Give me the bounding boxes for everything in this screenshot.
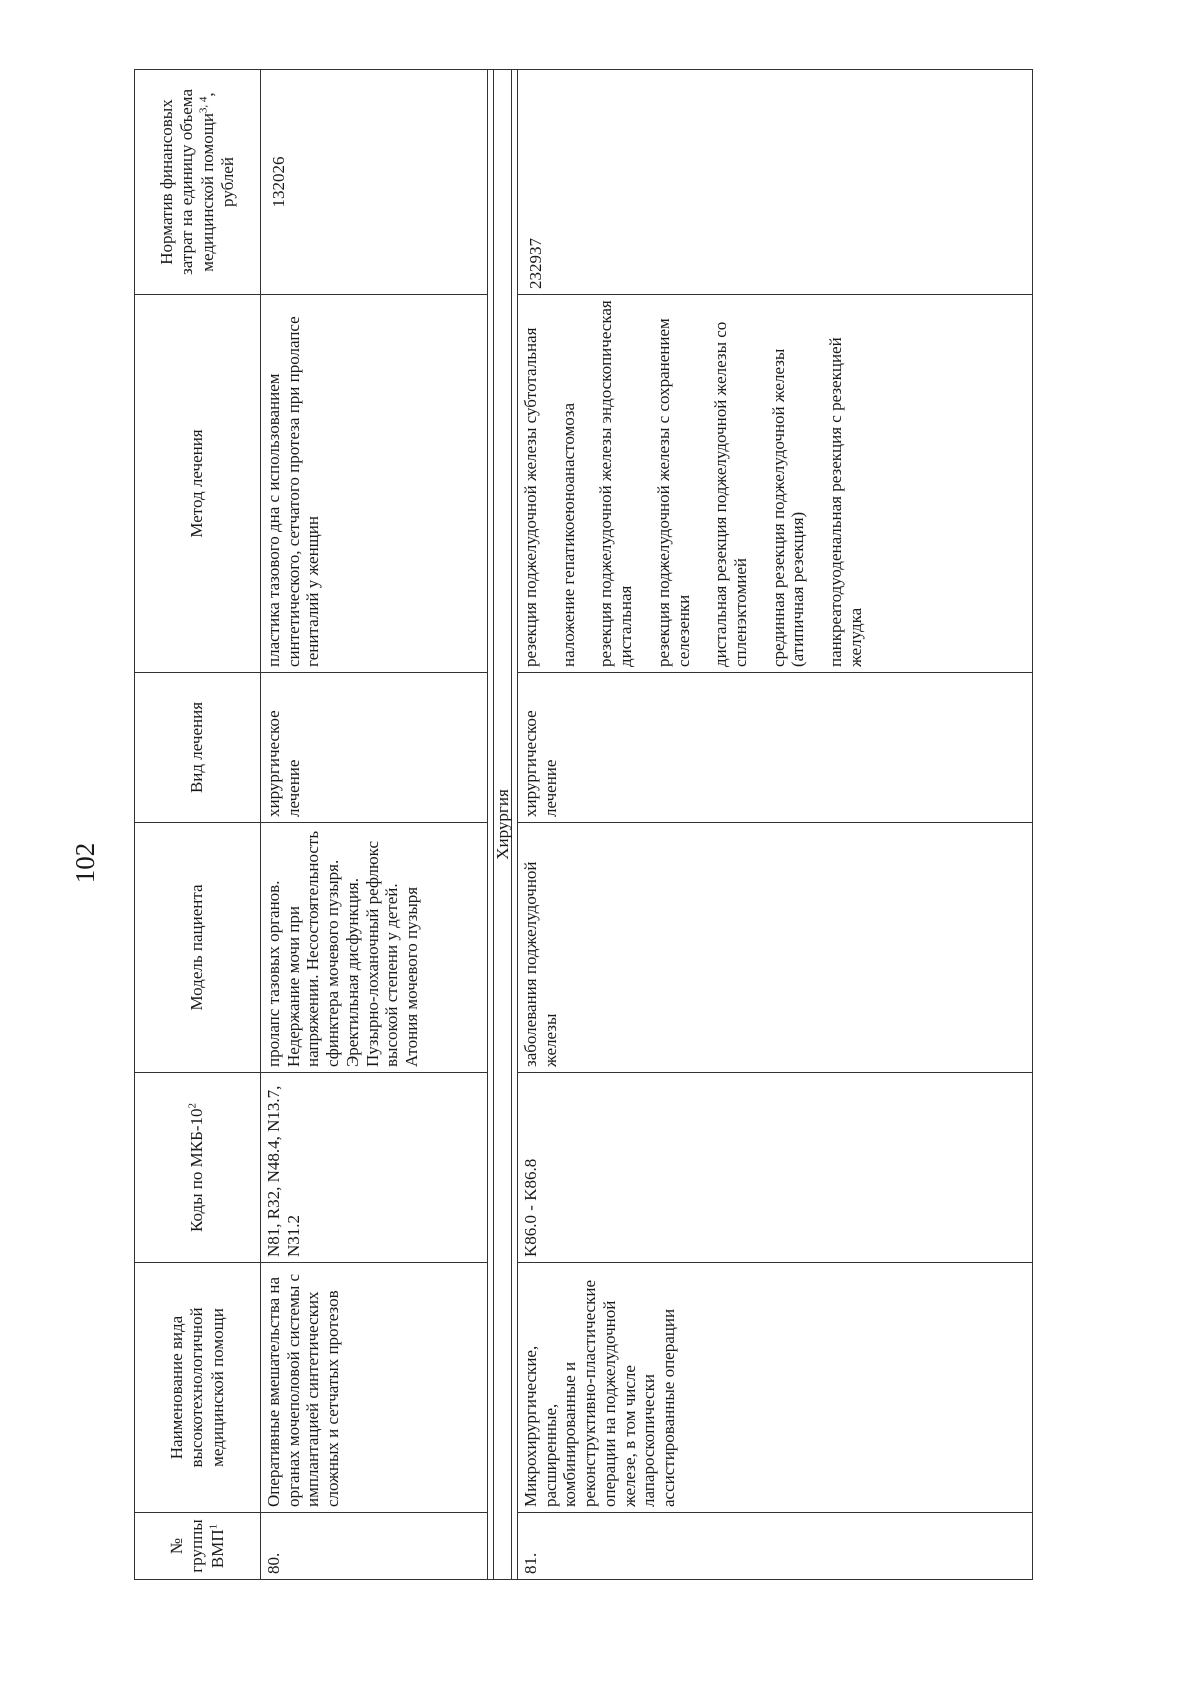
row-name: Микрохирургические, расширенные, комбинированные и реконструктивно-пластические операции на поджелудочной железе, в том числе лапароскопически ассистированные операции (518, 1263, 1033, 1513)
method-item: пластика тазового дна с использованием синтетического, сетчатого протеза при пролапсе гениталий у женщин (264, 316, 323, 667)
row-type: хирургическое лечение (261, 673, 488, 823)
header-cost: Норматив финансовых затрат на единицу объема медицинской помощи$^{3, 4}$, рублей (135, 70, 261, 295)
method-item: дистальная резекция поджелудочной железы со спленэктомией (711, 321, 751, 667)
row-num: 81. (518, 1513, 1033, 1580)
header-codes: Коды по МКБ-$10^2$ (135, 1073, 261, 1263)
header-type: Вид лечения (135, 673, 261, 823)
method-item: резекция поджелудочной железы с сохранением селезенки (653, 318, 693, 667)
header-num: № группы ВМП$^1$ (135, 1513, 261, 1580)
method-item: резекция поджелудочной железы субтотальная (521, 327, 540, 667)
header-name: Наименование вида высокотехнологичной медицинской помощи (135, 1263, 261, 1513)
row-cost: 132026 (261, 70, 488, 295)
row-codes: N81, R32, N48.4, N13.7, N31.2 (261, 1073, 488, 1263)
row-model: заболевания поджелудочной железы (518, 823, 1033, 1073)
header-method: Метод лечения (135, 295, 261, 673)
section-title: Хирургия (494, 70, 512, 1580)
method-item: панкреатодуоденальная резекция с резекцией желудка (826, 337, 865, 667)
row-method (518, 295, 1033, 673)
table-row (518, 70, 1033, 1580)
row-model: пролапс тазовых органов. Недержание мочи при напряжении. Несостоятельность сфинктера мочевого пузыря. Эректильная дисфункция. Пузырно-лоханочный рефлюкс высокой степени у детей. Атония мочевого пузыря (261, 823, 488, 1073)
method-item: наложение гепатикоеюноанастомоза (558, 402, 578, 667)
header-model: Модель пациента (135, 823, 261, 1073)
row-type: хирургическое лечение (518, 673, 1033, 823)
section-row (494, 70, 512, 1580)
table-row (261, 70, 488, 1580)
row-codes: K86.0 - K86.8 (518, 1073, 1033, 1263)
row-name: Оперативные вмешательства на органах мочеполовой системы с имплантацией синтетических сложных и сетчатых протезов (261, 1263, 488, 1513)
row-method (261, 295, 488, 673)
method-item: срединная резекция поджелудочной железы (атипичная резекция) (768, 348, 808, 667)
row-cost: 232937 (518, 70, 1033, 295)
rotated-table-container (134, 70, 1062, 1580)
table-header-row (135, 70, 261, 1580)
page-number: 102 (70, 842, 100, 884)
vmp-table (134, 69, 1033, 1580)
method-item: резекция поджелудочной железы эндоскопическая дистальная (596, 300, 636, 667)
row-num: 80. (261, 1513, 488, 1580)
